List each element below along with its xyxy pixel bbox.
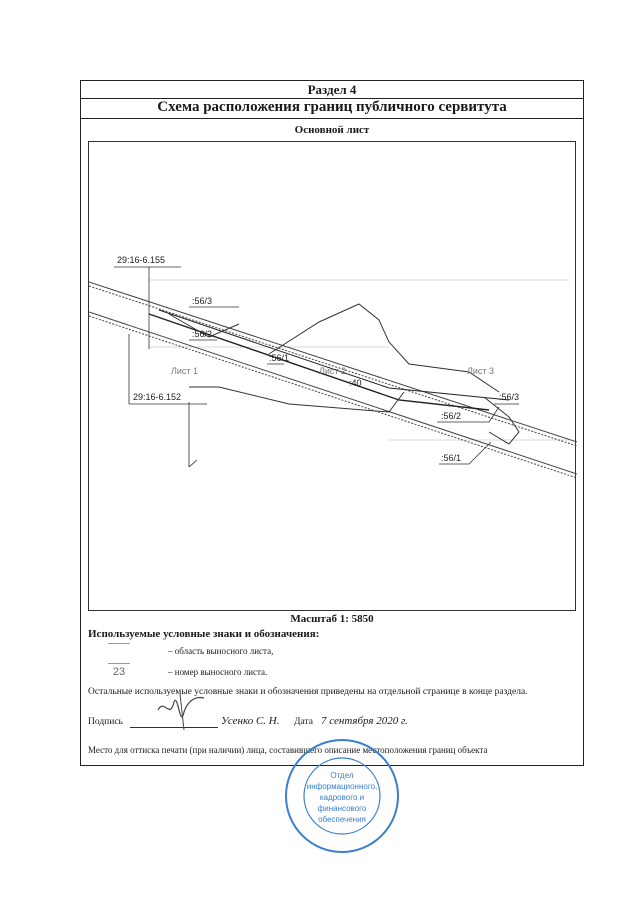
railway-line bbox=[89, 282, 577, 442]
leader-line bbox=[469, 442, 491, 464]
signer-name: Усенко С. Н. bbox=[221, 715, 280, 727]
label-56-2-a: :56/2 bbox=[192, 329, 213, 339]
date-label: Дата bbox=[294, 717, 313, 727]
seal-line-3: кадрового и bbox=[319, 793, 365, 802]
label-40: :40 bbox=[349, 378, 362, 388]
leader-line bbox=[189, 460, 197, 467]
label-56-1-a: :56/1 bbox=[269, 353, 290, 363]
leader-line bbox=[489, 407, 499, 422]
signature-label: Подпись bbox=[88, 717, 123, 727]
section-frame bbox=[80, 80, 584, 766]
seal-line-5: обеспечения bbox=[318, 815, 366, 824]
label-56-3-b: :56/3 bbox=[499, 392, 520, 402]
label-sheet-1: Лист 1 bbox=[171, 366, 199, 376]
label-parcel-152: 29:16-6.152 bbox=[133, 392, 182, 402]
label-56-2-b: :56/2 bbox=[441, 411, 462, 421]
label-56-1-b: :56/1 bbox=[441, 453, 462, 463]
label-sheet-3: Лист 3 bbox=[467, 366, 495, 376]
label-sheet-2: Лист 2 bbox=[319, 366, 347, 376]
legend-sheet-area-text: – область выносного листа, bbox=[168, 646, 274, 656]
seal-line-4: финансового bbox=[317, 804, 367, 813]
handwritten-signature bbox=[150, 690, 210, 732]
legend-heading: Используемые условные знаки и обозначения: bbox=[88, 628, 320, 640]
organization-seal bbox=[282, 738, 402, 858]
section-subtitle: Схема расположения границ публичного сервитута bbox=[81, 98, 583, 119]
legend-sheet-area-symbol bbox=[108, 643, 130, 654]
label-parcel-155: 29:16-6.155 bbox=[117, 255, 166, 265]
map-scale: Масштаб 1: 5850 bbox=[290, 613, 374, 625]
map-drawing bbox=[88, 141, 576, 611]
signature-date: 7 сентября 2020 г. bbox=[321, 715, 408, 727]
legend-sheet-number-text: – номер выносного листа. bbox=[168, 667, 268, 677]
legend-sheet-number-symbol: 23 bbox=[108, 663, 130, 678]
label-56-3-a: :56/3 bbox=[192, 296, 213, 306]
other-symbols-note: Остальные используемые условные знаки и обозначения приведены на отдельной странице в конце раздела. bbox=[88, 687, 528, 697]
section-title: Раздел 4 bbox=[81, 81, 583, 99]
sheet-title: Основной лист bbox=[294, 124, 370, 136]
map-svg bbox=[89, 142, 577, 612]
seal-line-1: Отдел bbox=[330, 771, 354, 780]
seal-line-2: информационного, bbox=[306, 782, 378, 791]
stamp-note: Место для оттиска печати (при наличии) лица, составившего описание местоположения границ объекта bbox=[88, 745, 488, 755]
